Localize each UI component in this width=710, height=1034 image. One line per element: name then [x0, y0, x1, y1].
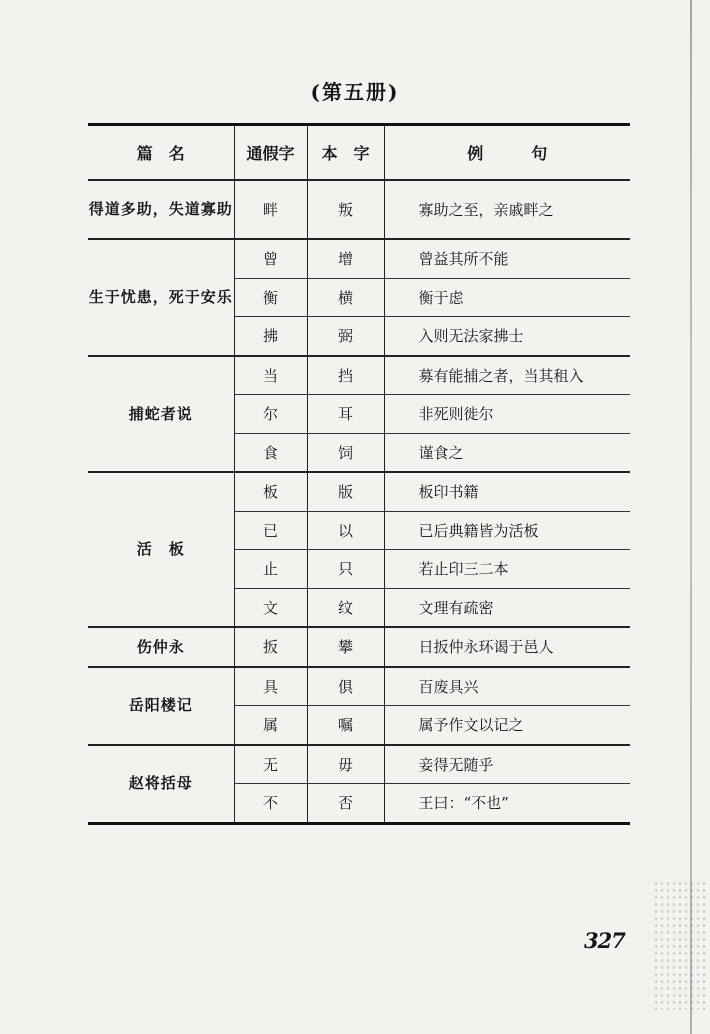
lesson-title: 捕蛇者说: [88, 356, 234, 473]
original-character: 纹: [307, 588, 384, 627]
loan-character: 属: [234, 706, 307, 745]
table-row: [88, 667, 630, 706]
table-row: [88, 472, 630, 511]
header-loan-character: 通假字: [234, 125, 307, 181]
original-character: 嘱: [307, 706, 384, 745]
loan-character: 尔: [234, 395, 307, 434]
lesson-title: 伤仲永: [88, 627, 234, 667]
table-header-row: [88, 125, 630, 181]
lesson-title: 岳阳楼记: [88, 667, 234, 745]
example-sentence: 板印书籍: [384, 472, 630, 511]
page-edge-shadow: [690, 0, 692, 1034]
loan-character: 板: [234, 472, 307, 511]
header-original-character: 本 字: [307, 125, 384, 181]
original-character: 挡: [307, 356, 384, 395]
table-row: [88, 627, 630, 667]
loan-character: 曾: [234, 239, 307, 278]
example-sentence: 曾益其所不能: [384, 239, 630, 278]
loan-character: 已: [234, 511, 307, 550]
lesson-title: 生于忧患，死于安乐: [88, 239, 234, 356]
table-row: [88, 239, 630, 278]
lesson-title: 赵将括母: [88, 745, 234, 824]
example-sentence: 衡于虑: [384, 278, 630, 317]
example-sentence: 募有能捕之者，当其租入: [384, 356, 630, 395]
example-sentence: 文理有疏密: [384, 588, 630, 627]
loan-character: 衡: [234, 278, 307, 317]
original-character: 攀: [307, 627, 384, 667]
original-character: 弼: [307, 317, 384, 356]
original-character: 以: [307, 511, 384, 550]
table-row: [88, 180, 630, 239]
loan-character: 具: [234, 667, 307, 706]
example-sentence: 王曰：“不也”: [384, 784, 630, 824]
loan-character: 当: [234, 356, 307, 395]
loan-character: 扳: [234, 627, 307, 667]
loan-character: 无: [234, 745, 307, 784]
loan-character: 不: [234, 784, 307, 824]
lesson-title: 得道多助，失道寡助: [88, 180, 234, 239]
header-example-sentence: 例 句: [384, 125, 630, 181]
loan-character: 止: [234, 550, 307, 589]
table-body: [88, 180, 630, 823]
example-sentence: 非死则徙尔: [384, 395, 630, 434]
original-character: 毋: [307, 745, 384, 784]
example-sentence: 入则无法家拂士: [384, 317, 630, 356]
lesson-title: 活 板: [88, 472, 234, 627]
example-sentence: 若止印三二本: [384, 550, 630, 589]
example-sentence: 已后典籍皆为活板: [384, 511, 630, 550]
loan-character: 文: [234, 588, 307, 627]
original-character: 横: [307, 278, 384, 317]
example-sentence: 寡助之至，亲戚畔之: [384, 180, 630, 239]
example-sentence: 妾得无随乎: [384, 745, 630, 784]
table-row: [88, 356, 630, 395]
example-sentence: 属予作文以记之: [384, 706, 630, 745]
original-character: 否: [307, 784, 384, 824]
original-character: 耳: [307, 395, 384, 434]
loan-character-table: [88, 123, 630, 825]
loan-character: 畔: [234, 180, 307, 239]
original-character: 叛: [307, 180, 384, 239]
scan-speckle: [653, 880, 708, 1010]
original-character: 饲: [307, 433, 384, 472]
example-sentence: 日扳仲永环谒于邑人: [384, 627, 630, 667]
original-character: 增: [307, 239, 384, 278]
original-character: 版: [307, 472, 384, 511]
page-number: 327: [584, 928, 625, 953]
header-title: 篇 名: [88, 125, 234, 181]
original-character: 只: [307, 550, 384, 589]
example-sentence: 谨食之: [384, 433, 630, 472]
example-sentence: 百废具兴: [384, 667, 630, 706]
loan-character: 拂: [234, 317, 307, 356]
volume-title: (第五册): [310, 80, 400, 104]
original-character: 俱: [307, 667, 384, 706]
loan-character: 食: [234, 433, 307, 472]
table-row: [88, 745, 630, 784]
